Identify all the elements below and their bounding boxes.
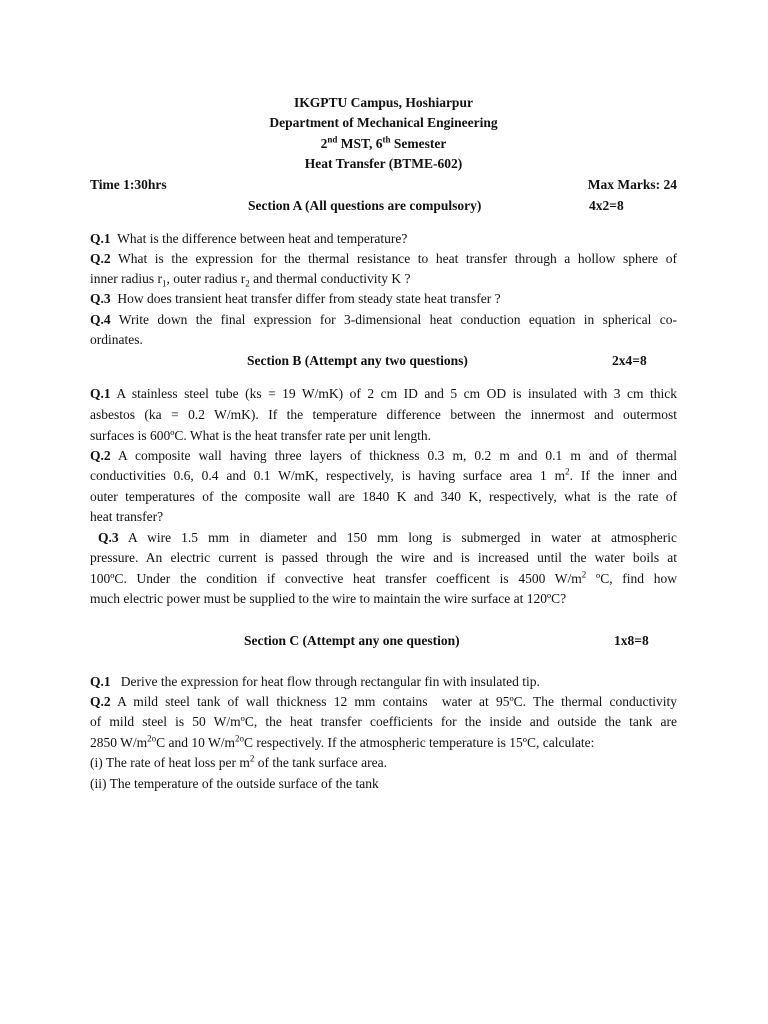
section-a-q2-line2: inner radius $r_1$, outer radius $r_2$ and thermal conductivity K ?	[90, 271, 411, 289]
institution-title: IKGPTU Campus, Hoshiarpur	[294, 95, 473, 110]
section-b-q3-line3: 100ºC. Under the condition if convective heat transfer coefficent is 4500 $W/m^2$ ºC, find how	[90, 569, 678, 586]
exam-title: 2nd MST, 6th Semester	[320, 134, 447, 151]
max-marks-label: Max Marks: 24	[587, 177, 677, 192]
section-b-q2-line3: outer temperatures of the composite wall are 1840 K and 340 K, respectively, what is the rate of	[90, 489, 677, 504]
section-c-q2-line1: Q.2 A mild steel tank of wall thickness 12 mm contains water at 95ºC. The thermal conductivity	[90, 694, 677, 709]
section-b-q1-line2: asbestos (ka = 0.2 W/mK). If the temperature difference between the innermost and outermost	[90, 407, 677, 422]
section-a-q2-line1: Q.2 What is the expression for the thermal resistance to heat transfer through a hollow sphere of	[90, 251, 677, 266]
section-c-q2-line4: (i) The rate of heat loss per $m^2$ of the tank surface area.	[90, 753, 388, 770]
section-a-marks: 4x2=8	[589, 198, 624, 213]
department-title: Department of Mechanical Engineering	[269, 115, 498, 130]
section-b-q1-line1: Q.1 A stainless steel tube (ks = 19 W/mK) of 2 cm ID and 5 cm OD is insulated with 3 cm thick	[90, 386, 677, 401]
subject-title: Heat Transfer (BTME-602)	[304, 156, 463, 171]
section-b-q3-line4: much electric power must be supplied to the wire to maintain the wire surface at 120ºC?	[90, 591, 567, 606]
section-c-q2-line3: 2850 $W/m^{2o}C$ and 10 $W/m^{2o}C$ respectively. If the atmospheric temperature is 15ºC, calculate:	[90, 733, 595, 750]
section-b-q2-line4: heat transfer?	[90, 509, 164, 524]
section-c-q2-line5: (ii) The temperature of the outside surface of the tank	[90, 776, 379, 791]
section-c-title: Section C (Attempt any one question)	[244, 633, 460, 648]
section-b-q3-line1: Q.3 A wire 1.5 mm in diameter and 150 mm long is submerged in water at atmospheric	[98, 530, 677, 545]
section-a-q4-line2: ordinates.	[90, 332, 143, 347]
section-a-q1: Q.1 What is the difference between heat and temperature?	[90, 231, 408, 246]
section-b-title: Section B (Attempt any two questions)	[247, 353, 468, 368]
section-b-marks: 2x4=8	[612, 353, 647, 368]
section-a-q3: Q.3 How does transient heat transfer differ from steady state heat transfer ?	[90, 291, 501, 306]
time-marks-row	[90, 175, 677, 195]
section-a-q4-line1: Q.4 Write down the final expression for 3-dimensional heat conduction equation in spherical co-	[90, 312, 677, 327]
section-b-q2-line2: conductivities 0.6, 0.4 and 0.1 W/mK, respectively, is having surface area 1 $m^2$. If the inner and	[90, 466, 677, 483]
section-b-q2-line1: Q.2 A composite wall having three layers of thickness 0.3 m, 0.2 m and 0.1 m and of thermal	[90, 448, 677, 463]
section-c-marks: 1x8=8	[614, 633, 649, 648]
section-b-q3-line2: pressure. An electric current is passed through the wire and is increased until the water boils at	[90, 550, 677, 565]
section-c-q1: Q.1 Derive the expression for heat flow through rectangular fin with insulated tip.	[90, 674, 540, 689]
section-b-q1-line3: surfaces is 600ºC. What is the heat transfer rate per unit length.	[90, 428, 431, 443]
time-label: Time 1:30hrs	[90, 177, 167, 192]
section-a-title: Section A (All questions are compulsory)	[248, 198, 482, 213]
section-c-q2-line2: of mild steel is 50 W/mºC, the heat transfer coefficients for the inside and outside the tank are	[90, 714, 677, 729]
